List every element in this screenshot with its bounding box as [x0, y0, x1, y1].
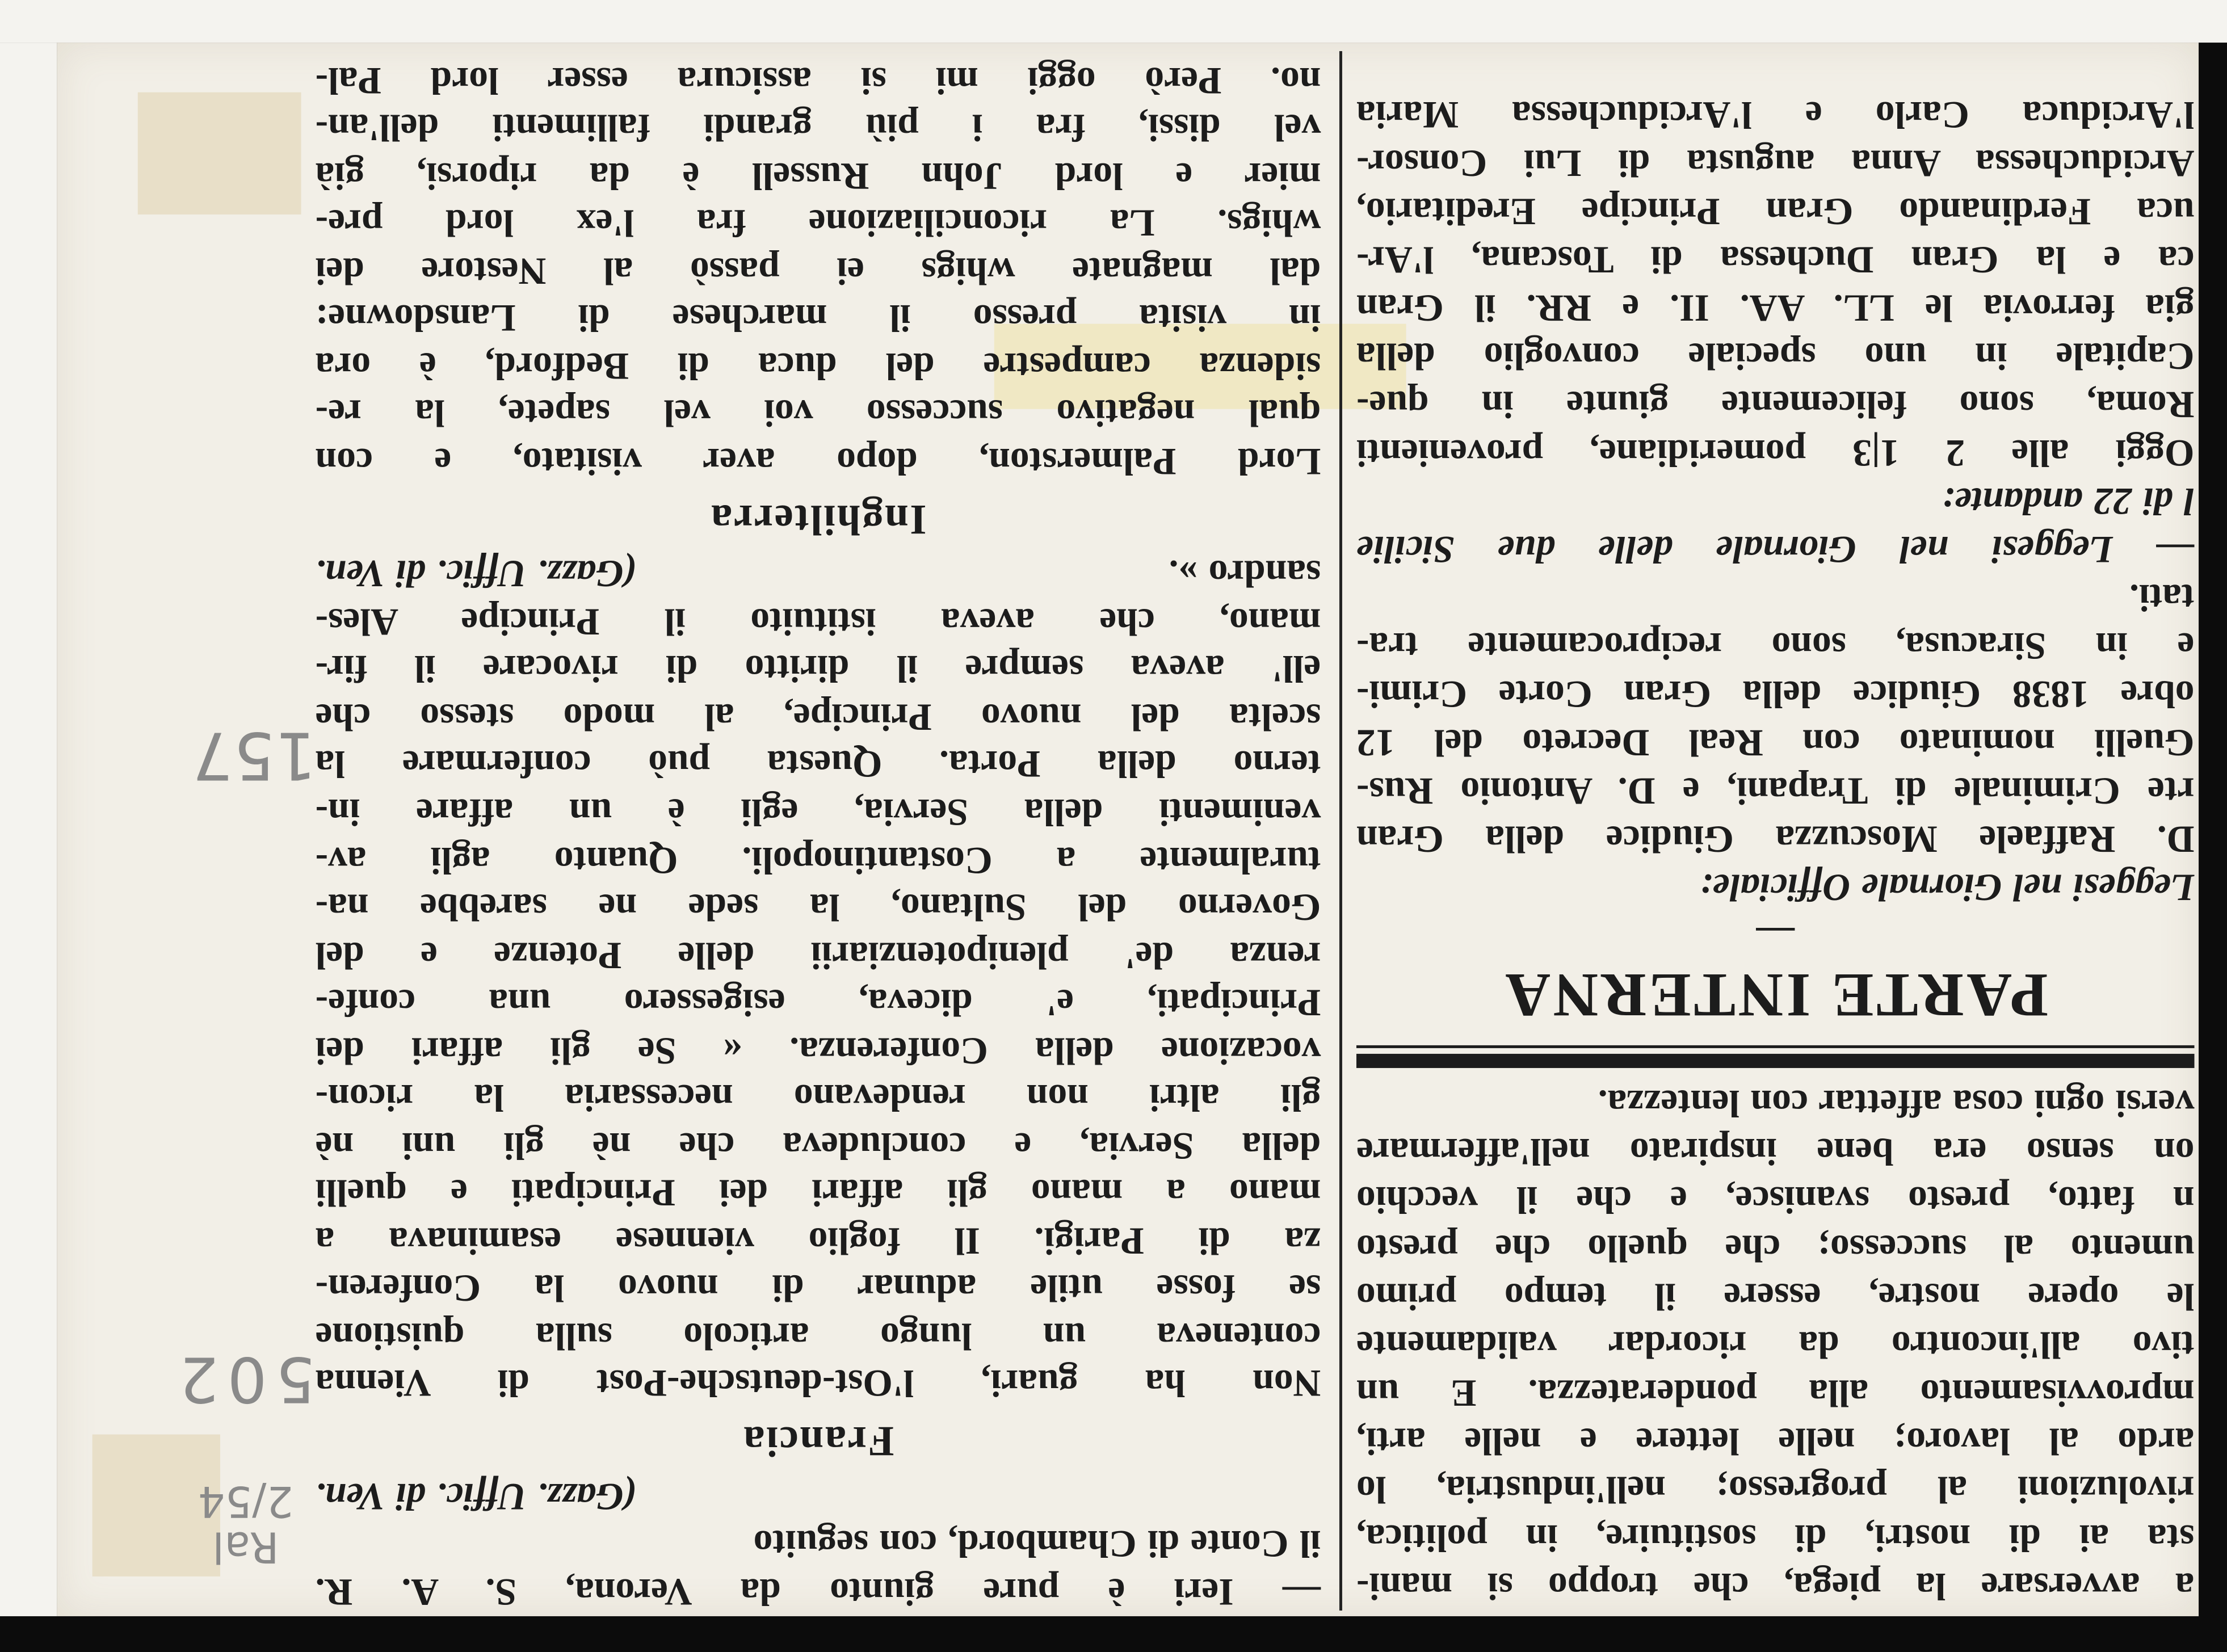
text-line: tivo all'incontro da ricordar validamente [1356, 1323, 2195, 1367]
text-line: della Servia, e concludeva che nè gli uni nè [315, 1124, 1321, 1167]
text-line: uca Ferdinando Gran Principe Ereditario, [1356, 190, 2195, 233]
text-line: gia ferrovia le LL. AA. II. e RR. il Gran [1356, 287, 2195, 330]
text-line: tati. [2129, 577, 2195, 620]
scan-left-margin [0, 43, 57, 1616]
text-line: il Conte di Chambord, con seguito [753, 1523, 1321, 1566]
text-line: mano a mano gli affari dei Principati e quelli [315, 1172, 1321, 1215]
text-line: renza de' plenipotenziarii delle Potenze e del [315, 934, 1321, 977]
text-line: Arciduchessa Anna augusta di Lui Consor- [1356, 142, 2195, 185]
text-line: Governo del Sultano, la sede ne sarebbe na- [315, 886, 1321, 929]
text-line: mano, che aveva istituito il Principe Ales- [315, 600, 1321, 644]
text-line: Lord Palmerston, dopo aver visitato, e con [315, 440, 1321, 483]
text-line: Roma, sono felicemente giunte in que- [1356, 383, 2195, 426]
text-line: sidenza campestre del duca di Bedford, è ora [315, 344, 1321, 388]
section-heading: Francia [742, 1418, 894, 1465]
text-line: in visita presso il marchese di Lansdowne: [315, 297, 1321, 340]
section-heading: Inghilterra [709, 495, 927, 543]
text-line: vocazione della Conferenza. « Se gli affari dei [315, 1029, 1321, 1072]
text-line: conteneva un lungo articolo sulla quistione [315, 1315, 1321, 1358]
text-line: — Leggesi nel Giornale delle due Sicilie [1356, 528, 2195, 571]
column-divider [1339, 51, 1342, 1611]
text-line: qual negativo successo voi vel sapete, la re- [315, 392, 1321, 435]
text-line: le opere nostre, essere il tempo primo [1356, 1275, 2195, 1318]
text-line: mprovvisamento alla ponderatezza. E un [1356, 1372, 2195, 1415]
tape-patch-top [138, 93, 301, 215]
text-line: no. Però oggi mi si assicura esser lord Pal- [315, 59, 1321, 102]
text-line: ardo al lavoro; nelle lettere e nelle arti, [1356, 1420, 2195, 1463]
text-line-left: sandro ». [1169, 553, 1321, 596]
text-line: Non ha guari, l'Ost-deutsche-Post di Vienna [315, 1363, 1321, 1406]
text-line: ell' aveva sempre il diritto di rivocare il fir- [315, 648, 1321, 691]
pencil-reference: Ral 2/54 [198, 1476, 294, 1571]
text-line: vel dissi, fra i più grandi fallimenti dell'an- [315, 107, 1321, 150]
scan-top-margin [0, 0, 2227, 43]
text-line: Principati, e' diceva, esigessero una confe- [315, 981, 1321, 1024]
source-citation: (Gazz. Uffic. di Ven. [315, 553, 637, 596]
text-line: l di 22 andante: [1942, 480, 2195, 523]
text-line: versi ogni cosa affettar con lentezza. [1598, 1082, 2195, 1125]
text-line: sta ai di nostri, di sostituire, in politica, [1356, 1516, 2195, 1559]
text-line: Leggesi nel Giornale Officiale: [1700, 866, 2195, 909]
text-line: gli altri non rendevano necessaria la ricon- [315, 1077, 1321, 1120]
text-line: — Ieri è pure giunto da Verona, S. A. R. [315, 1570, 1321, 1613]
separator-dash: — [1756, 911, 1795, 955]
text-line: l'Arciduca Carlo e l'Arciduchessa Maria [1356, 94, 2195, 137]
text-line: mier e lord John Russell è da riporsi, già [315, 154, 1321, 197]
text-line: Capitale in uno speciale convoglio della [1356, 335, 2195, 378]
right-text-column [1356, 51, 2195, 1611]
text-line: se fosse utile adunar di nuovo la Conferen- [315, 1267, 1321, 1310]
text-line: whigs. La riconciliazione fra l'ex lord pre- [315, 201, 1321, 245]
text-line: Oggi alle 2 1|3 pomeridiane, provenienti [1356, 431, 2195, 474]
text-line: za di Parigi. Il foglio viennese esaminava a [315, 1220, 1321, 1263]
text-line: scelta del nuovo Principe, al modo stesso che [315, 696, 1321, 739]
text-line: obre 1838 Giudice della Gran Corte Crimi- [1356, 673, 2195, 716]
text-line: umento al successo; che quello che presto [1356, 1227, 2195, 1270]
text-line: on senso era bene inspirato nell'affermare [1356, 1130, 2195, 1174]
text-line: a avversare la piega, che troppo si mani- [1356, 1565, 2195, 1608]
text-line: D. Raffaele Moscuzza Giudice della Gran [1356, 818, 2195, 861]
pencil-number-502: 502 [170, 1342, 316, 1415]
pencil-number-157: 157 [191, 717, 317, 794]
text-line: e in Siracusa, sono reciprocamente tra- [1356, 625, 2195, 668]
text-line: dal magnate whigs ei passò al Nestore dei [315, 249, 1321, 292]
text-line: ca e la Gran Duchessa di Toscana, l'Ar- [1356, 238, 2195, 281]
text-line: (Gazz. Uffic. di Ven. [315, 1476, 637, 1519]
text-line: rivoluzioni al progresso; nell'industria, lo [1356, 1468, 2195, 1511]
section-title: PARTE INTERNA [1502, 960, 2049, 1030]
text-line: terno della Porta. Questa può confermare la [315, 743, 1321, 787]
text-line: n fatto, presto svanisce, e che il vecchio [1356, 1179, 2195, 1222]
section-rule [1356, 1045, 2195, 1068]
left-text-column [316, 57, 1321, 1616]
text-line [316, 551, 1321, 599]
text-line: turalmente a Costantinopoli. Quanto agli av- [315, 838, 1321, 882]
text-line: rte Criminale di Trapani, e D. Antonio Rus- [1356, 770, 2195, 813]
text-line: Guelli nominato con Real Decreto del 12 [1356, 721, 2195, 764]
text-line: venimenti della Servia, egli è un affare in- [315, 791, 1321, 834]
